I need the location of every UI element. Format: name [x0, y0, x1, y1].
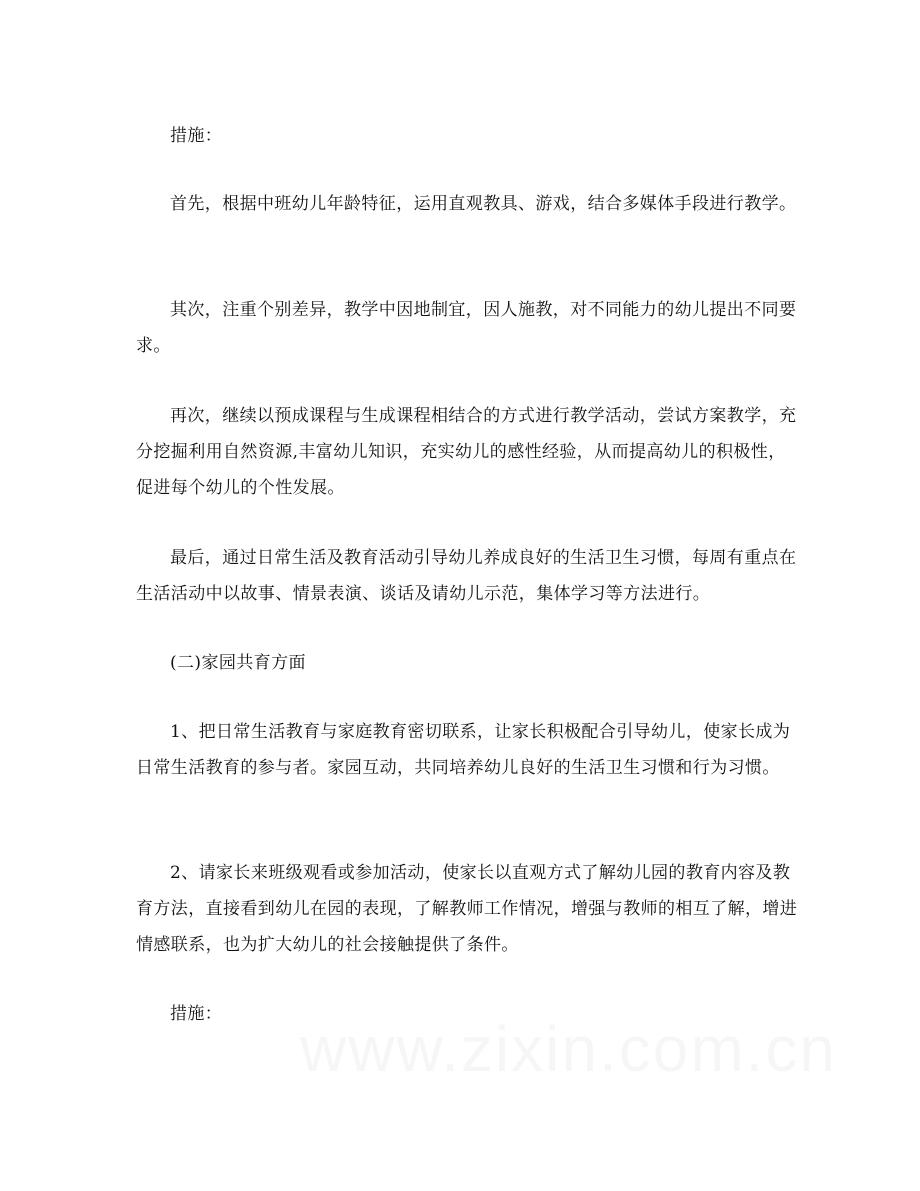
paragraph-item-1: 1、把日常生活教育与家庭教育密切联系，让家长积极配合引导幼儿，使家长成为日常生活教育的参与者。家园互动，共同培养幼儿良好的生活卫生习惯和行为习惯。: [136, 722, 791, 778]
paragraph-item-2: 2、请家长来班级观看或参加活动，使家长以直观方式了解幼儿园的教育内容及教育方法，直接看到幼儿在园的表现，了解教师工作情况，增强与教师的相互了解，增进情感联系，也为扩大幼儿的社会接触提供了条件。: [136, 863, 798, 955]
paragraph-finally: 最后，通过日常生活及教育活动引导幼儿养成良好的生活卫生习惯，每周有重点在生活活动中以故事、情景表演、谈话及请幼儿示范，集体学习等方法进行。: [136, 548, 797, 604]
paragraph-measures-heading: 措施：: [170, 126, 223, 146]
section-heading-home-school: (二)家园共育方面: [170, 653, 306, 673]
paragraph-second: 其次，注重个别差异，教学中因地制宜，因人施教，对不同能力的幼儿提出不同要求。: [136, 300, 797, 356]
paragraph-first: 首先，根据中班幼儿年龄特征，运用直观教具、游戏，结合多媒体手段进行教学。: [170, 194, 797, 214]
paragraph-third: 再次，继续以预成课程与生成课程相结合的方式进行教学活动，尝试方案教学，充分挖掘利用自然资源,丰富幼儿知识，充实幼儿的感性经验，从而提高幼儿的积极性，促进每个幼儿的个性发展。: [136, 406, 797, 498]
paragraph-measures-heading-2: 措施：: [170, 1004, 223, 1024]
